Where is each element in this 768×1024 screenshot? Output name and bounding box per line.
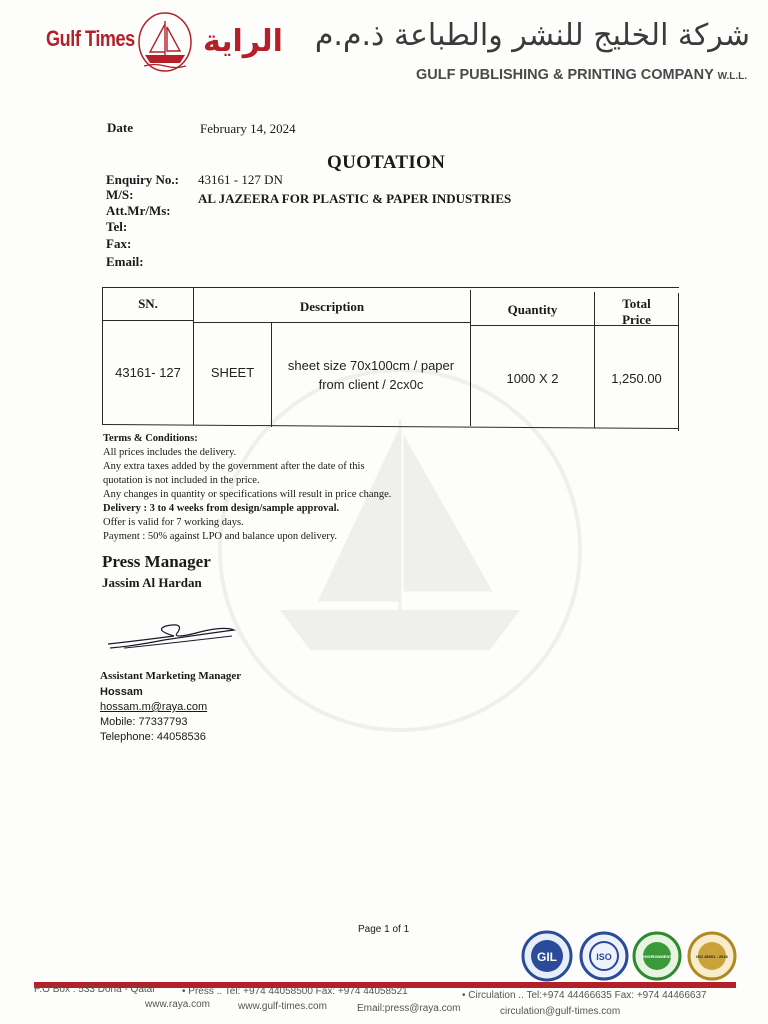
terms-conditions [103, 432, 433, 544]
contact-email-link[interactable]: hossam.m@raya.com [100, 701, 208, 713]
footer-press: • Press .. Tel: +974 44058500 Fax: +974 44058521 [182, 986, 408, 997]
signatory-name: Jassim Al Hardan [102, 575, 202, 590]
cell-description-line1: sheet size 70x100cm / paper [287, 358, 455, 373]
fax-label: Fax: [106, 236, 132, 251]
att-label: Att.Mr/Ms: [106, 203, 171, 218]
ms-value: AL JAZEERA FOR PLASTIC & PAPER INDUSTRIES [198, 191, 512, 206]
footer-po-box: P.O Box : 533 Doha - Qatar [34, 984, 156, 995]
enquiry-label: Enquiry No.: [106, 172, 179, 187]
contact-mobile: Mobile: 77337793 [100, 716, 188, 728]
handwritten-signature [104, 618, 244, 654]
terms-payment: Payment : 50% against LPO and balance upon delivery. [103, 531, 338, 542]
ship-watermark [200, 360, 600, 740]
footer-web-gulf[interactable]: www.gulf-times.com [238, 1001, 327, 1012]
page-number: Page 1 of 1 [358, 924, 410, 935]
col-header-sn: SN. [138, 296, 158, 311]
terms-validity: Offer is valid for 7 working days. [103, 517, 244, 528]
col-header-total: Total [622, 296, 651, 311]
gil-badge-label: GIL [537, 950, 557, 964]
iso-badge-icon [581, 933, 627, 979]
enquiry-value: 43161 - 127 DN [198, 172, 283, 187]
terms-heading: Terms & Conditions: [103, 433, 198, 444]
date-label: Date [107, 120, 133, 135]
certification-badges [520, 930, 740, 982]
col-header-price: Price [622, 312, 651, 327]
terms-line: All prices includes the delivery. [103, 447, 237, 458]
col-header-description: Description [299, 299, 365, 314]
company-name-arabic: شركة الخليج للنشر والطباعة ذ.م.م [314, 18, 750, 53]
cell-sn: 43161- 127 [115, 365, 181, 380]
iso-badge-label: ISO [596, 952, 612, 962]
gulf-times-logo: Gulf Times [46, 26, 135, 51]
contact-telephone: Telephone: 44058536 [100, 731, 206, 743]
company-suffix: W.L.L. [717, 71, 748, 82]
environment-badge-icon [634, 933, 680, 979]
footer-email-press[interactable]: Email:press@raya.com [357, 1003, 461, 1014]
cell-total: 1,250.00 [611, 371, 662, 386]
tel-label: Tel: [106, 219, 128, 234]
footer-email-circulation[interactable]: circulation@gulf-times.com [500, 1006, 621, 1017]
document-title: QUOTATION [327, 152, 446, 173]
contact-role: Assistant Marketing Manager [100, 670, 242, 682]
cell-item: SHEET [210, 365, 255, 380]
terms-delivery: Delivery : 3 to 4 weeks from design/sample approval. [103, 503, 340, 514]
iso-45001-badge-label: ISO 45001 : 2018 [696, 954, 728, 959]
environment-badge-label: ENVIRONMENT [642, 954, 672, 959]
al-raya-logo: الراية [203, 24, 283, 59]
cell-description-line2: from client / 2cx0c [318, 377, 424, 392]
ship-emblem-icon [136, 11, 194, 73]
footer-circulation: • Circulation .. Tel:+974 44466635 Fax: +974 44466637 [462, 990, 707, 1001]
ms-label: M/S: [106, 187, 134, 202]
cell-quantity: 1000 X 2 [506, 371, 559, 386]
footer-web-raya[interactable]: www.raya.com [145, 999, 211, 1010]
terms-line: Any changes in quantity or specifications will result in price change. [103, 489, 392, 500]
company-name-english [416, 67, 747, 83]
date-value: February 14, 2024 [200, 121, 296, 136]
signatory-title: Press Manager [102, 552, 211, 571]
col-header-quantity: Quantity [507, 302, 558, 317]
email-label: Email: [106, 254, 144, 269]
contact-name: Hossam [100, 686, 143, 698]
gil-badge-icon [523, 932, 571, 980]
terms-line: quotation is not included in the price. [103, 475, 260, 486]
company-name-text: GULF PUBLISHING & PRINTING COMPANY [416, 67, 714, 83]
terms-line: Any extra taxes added by the government after the date of this [103, 461, 365, 472]
iso-45001-badge-icon [689, 933, 735, 979]
